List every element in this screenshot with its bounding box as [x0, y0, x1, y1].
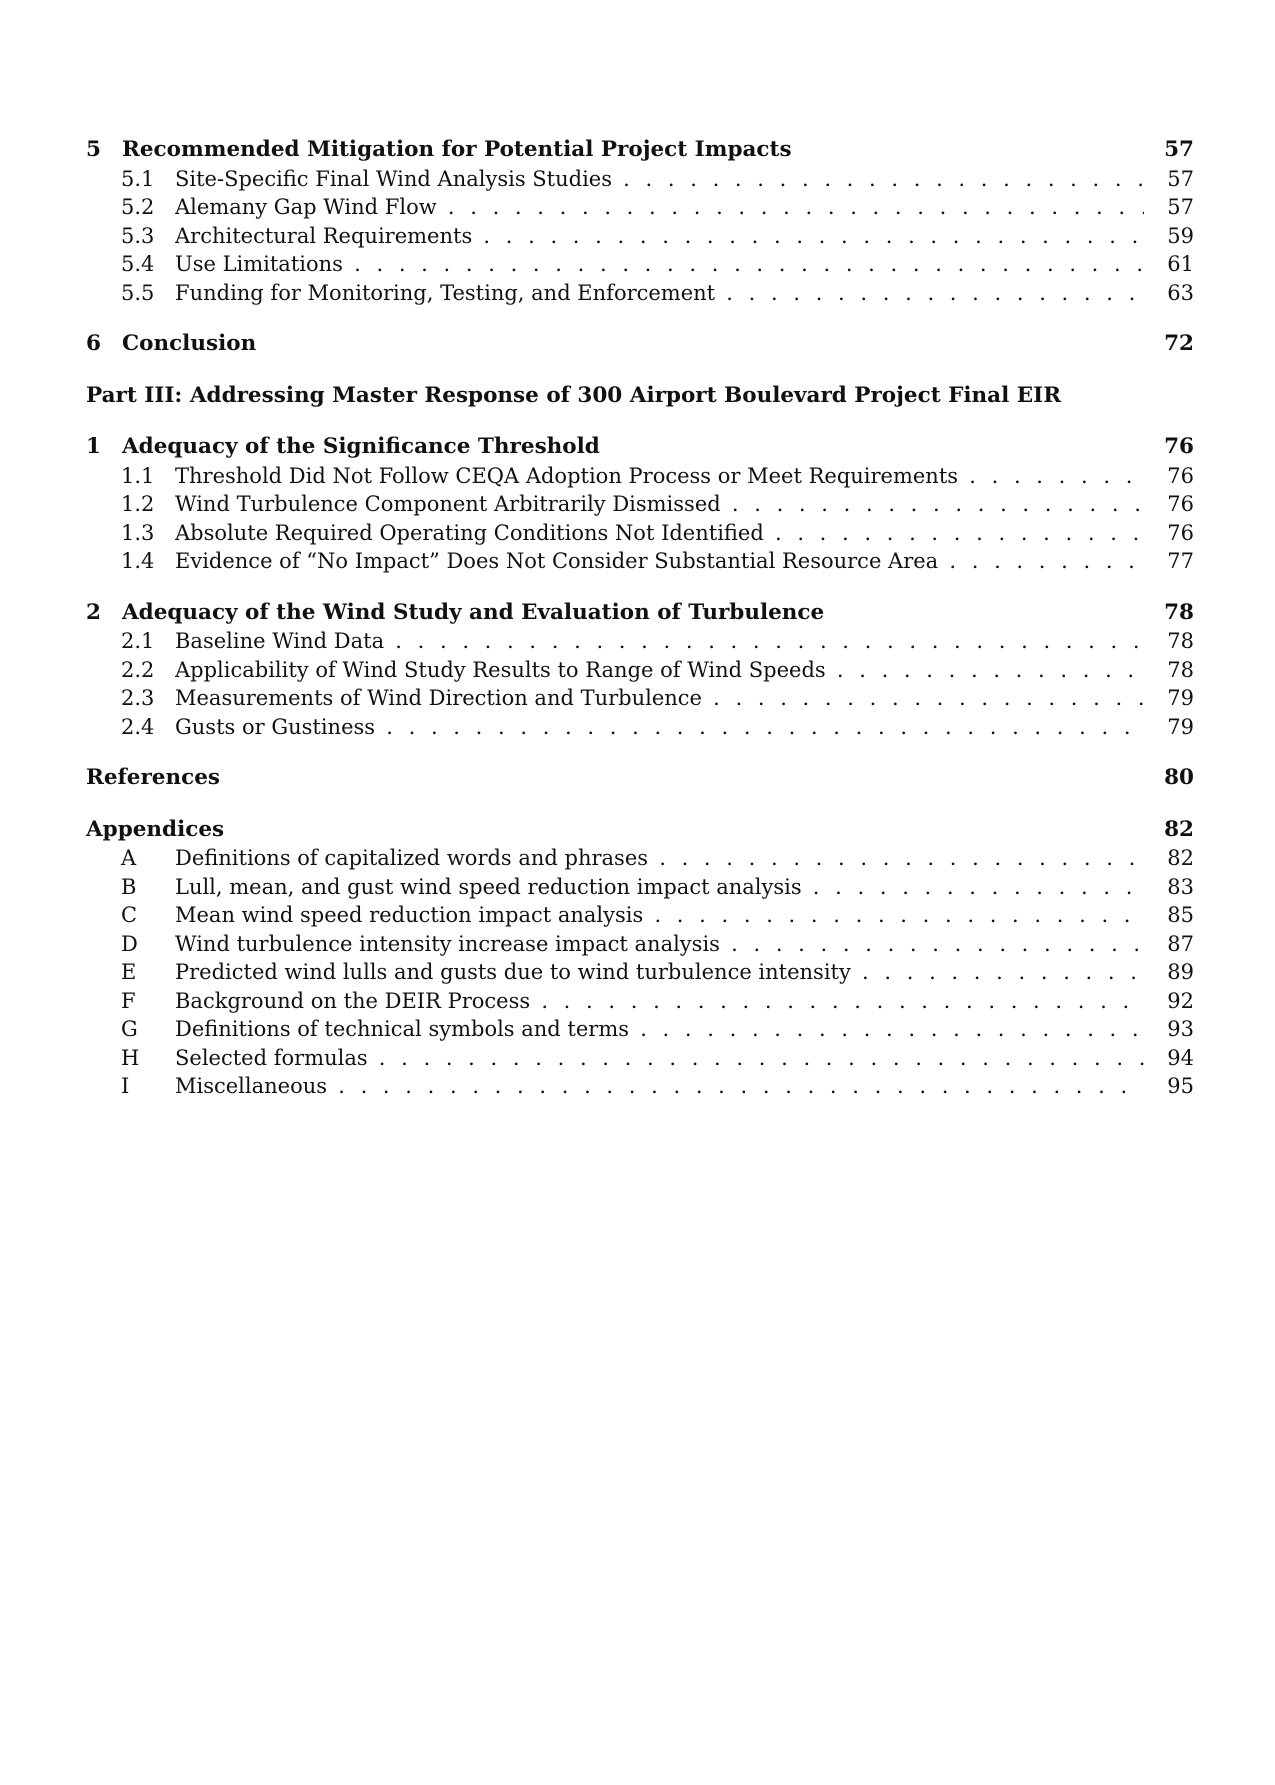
- toc-entry-number: 2: [86, 599, 101, 625]
- toc-section-entry[interactable]: [86, 136, 1194, 165]
- toc-entry-number: 1: [86, 434, 101, 459]
- toc-entry-number: 2.4: [121, 714, 155, 739]
- toc-entry-page: 94: [1167, 1045, 1194, 1070]
- toc-entry-title: Adequacy of the Wind Study and Evaluation of Turbulence: [122, 599, 825, 625]
- toc-entry-page: 92: [1167, 988, 1194, 1013]
- toc-entry-number: D: [121, 931, 138, 956]
- toc-subsection-entry[interactable]: [86, 1044, 1194, 1073]
- toc-entry-number: 5.1: [121, 166, 155, 191]
- table-of-contents: [86, 136, 1194, 1101]
- toc-subsection-entry[interactable]: [86, 713, 1194, 742]
- toc-entry-title: Evidence of “No Impact” Does Not Consider Substantial Resource Area . . .: [175, 547, 1144, 576]
- toc-entry-number: 5.5: [121, 280, 155, 305]
- toc-entry-page: 93: [1167, 1017, 1194, 1041]
- toc-section-entry[interactable]: [86, 330, 1194, 359]
- toc-entry-title: Baseline Wind Data . . .: [175, 627, 1144, 656]
- toc-entry-title: References: [86, 765, 220, 790]
- toc-entry-number: 1.4: [121, 549, 155, 573]
- toc-subsection-entry[interactable]: [86, 165, 1194, 194]
- toc-entry-number: E: [121, 960, 137, 984]
- toc-entry-page: 76: [1167, 463, 1194, 488]
- toc-entry-page: 78: [1167, 629, 1194, 653]
- toc-entry-page: 57: [1167, 195, 1194, 219]
- toc-entry-page: 83: [1167, 874, 1194, 899]
- toc-entry-page: 85: [1167, 903, 1194, 927]
- toc-entry-page: 76: [1167, 520, 1194, 545]
- toc-subsection-entry[interactable]: [86, 222, 1194, 251]
- toc-entry-page: 57: [1164, 137, 1194, 162]
- toc-subsection-entry[interactable]: [86, 519, 1194, 548]
- toc-entry-title: Definitions of capitalized words and phrases . . .: [175, 844, 1144, 873]
- toc-entry-page: 95: [1167, 1074, 1194, 1098]
- toc-entry-page: 59: [1167, 223, 1194, 248]
- toc-section-entry[interactable]: [86, 816, 1194, 845]
- toc-entry-number: 5.2: [121, 195, 155, 219]
- toc-entry-page: 76: [1167, 492, 1194, 516]
- toc-entry-page: 80: [1164, 765, 1194, 790]
- toc-entry-title: Background on the DEIR Process . . .: [175, 987, 1144, 1016]
- toc-entry-title: Measurements of Wind Direction and Turbulence . . .: [175, 684, 1144, 713]
- toc-subsection-entry[interactable]: [86, 1072, 1194, 1101]
- toc-entry-number: C: [121, 903, 138, 927]
- toc-entry-page: 63: [1167, 280, 1194, 305]
- toc-entry-page: 78: [1164, 599, 1194, 625]
- toc-entry-title: Use Limitations . . .: [175, 250, 1144, 279]
- toc-entry-title: Definitions of technical symbols and terms . . .: [175, 1015, 1144, 1044]
- toc-entry-title: Part III: Addressing Master Response of 300 Airport Boulevard Project Final EIR: [86, 382, 1062, 408]
- toc-entry-title: Funding for Monitoring, Testing, and Enforcement . . .: [175, 279, 1144, 308]
- toc-section-entry[interactable]: [86, 599, 1194, 628]
- toc-entry-number: 1.2: [121, 492, 155, 516]
- toc-entry-page: 57: [1167, 166, 1194, 191]
- toc-entry-number: 1.3: [121, 520, 155, 545]
- toc-entry-page: 79: [1167, 686, 1194, 710]
- toc-section-entry[interactable]: [86, 764, 1194, 793]
- toc-entry-title: Architectural Requirements . . .: [175, 222, 1144, 251]
- toc-entry-page: 82: [1164, 816, 1194, 842]
- toc-subsection-entry[interactable]: [86, 684, 1194, 713]
- toc-entry-number: A: [121, 846, 137, 870]
- toc-entry-number: 1.1: [121, 463, 155, 488]
- toc-entry-page: 82: [1167, 846, 1194, 870]
- toc-entry-title: Miscellaneous . . .: [175, 1072, 1144, 1101]
- toc-entry-page: 87: [1167, 931, 1194, 956]
- toc-entry-title: Predicted wind lulls and gusts due to wind turbulence intensity . . .: [175, 958, 1144, 987]
- toc-entry-title: Wind Turbulence Component Arbitrarily Dismissed . . .: [175, 490, 1144, 519]
- toc-entry-number: 2.1: [121, 629, 155, 653]
- toc-subsection-entry[interactable]: [86, 958, 1194, 987]
- toc-entry-number: 5: [86, 137, 101, 162]
- toc-entry-title: Alemany Gap Wind Flow . . .: [175, 193, 1144, 222]
- toc-part-heading[interactable]: [86, 382, 1194, 411]
- toc-entry-page: 61: [1167, 252, 1194, 276]
- toc-subsection-entry[interactable]: [86, 462, 1194, 491]
- toc-entry-title: Lull, mean, and gust wind speed reduction impact analysis . . .: [175, 873, 1144, 902]
- toc-entry-number: G: [121, 1017, 138, 1041]
- toc-entry-title: Selected formulas . . .: [175, 1044, 1144, 1073]
- toc-subsection-entry[interactable]: [86, 930, 1194, 959]
- toc-entry-number: 5.4: [121, 252, 155, 276]
- toc-entry-page: 89: [1167, 960, 1194, 984]
- toc-entry-title: Gusts or Gustiness . . .: [175, 713, 1144, 742]
- toc-entry-page: 77: [1167, 549, 1194, 573]
- toc-entry-number: B: [121, 874, 137, 899]
- toc-entry-number: F: [121, 988, 136, 1013]
- toc-entry-title: Threshold Did Not Follow CEQA Adoption Process or Meet Requirements . . .: [175, 462, 1144, 491]
- toc-entry-page: 78: [1167, 657, 1194, 682]
- toc-entry-number: 6: [86, 331, 101, 356]
- toc-subsection-entry[interactable]: [86, 901, 1194, 930]
- toc-subsection-entry[interactable]: [86, 627, 1194, 656]
- toc-subsection-entry[interactable]: [86, 1015, 1194, 1044]
- toc-entry-number: 5.3: [121, 223, 155, 248]
- toc-entry-page: 76: [1164, 434, 1194, 459]
- toc-subsection-entry[interactable]: [86, 250, 1194, 279]
- toc-entry-title: Site-Specific Final Wind Analysis Studies . . .: [175, 165, 1144, 194]
- toc-entry-title: Mean wind speed reduction impact analysis . . .: [175, 901, 1144, 930]
- toc-subsection-entry[interactable]: [86, 873, 1194, 902]
- toc-entry-number: 2.2: [121, 657, 155, 682]
- toc-entry-title: Recommended Mitigation for Potential Project Impacts: [122, 137, 792, 162]
- toc-entry-number: H: [121, 1045, 140, 1070]
- toc-subsection-entry[interactable]: [86, 844, 1194, 873]
- toc-section-entry[interactable]: [86, 433, 1194, 462]
- toc-subsection-entry[interactable]: [86, 987, 1194, 1016]
- toc-entry-number: I: [121, 1074, 130, 1098]
- toc-entry-page: 72: [1164, 331, 1194, 356]
- toc-subsection-entry[interactable]: [86, 490, 1194, 519]
- toc-subsection-entry[interactable]: [86, 547, 1194, 576]
- toc-subsection-entry[interactable]: [86, 279, 1194, 308]
- toc-entry-title: Adequacy of the Significance Threshold: [122, 434, 600, 459]
- toc-subsection-entry[interactable]: [86, 656, 1194, 685]
- toc-subsection-entry[interactable]: [86, 193, 1194, 222]
- toc-entry-title: Applicability of Wind Study Results to Range of Wind Speeds . . .: [175, 656, 1144, 685]
- toc-entry-title: Appendices: [86, 816, 225, 842]
- toc-entry-title: Absolute Required Operating Conditions Not Identified . . .: [175, 519, 1144, 548]
- toc-entry-title: Wind turbulence intensity increase impact analysis . . .: [175, 930, 1144, 959]
- toc-entry-title: Conclusion: [122, 331, 257, 356]
- toc-entry-number: 2.3: [121, 686, 155, 710]
- toc-entry-page: 79: [1167, 714, 1194, 739]
